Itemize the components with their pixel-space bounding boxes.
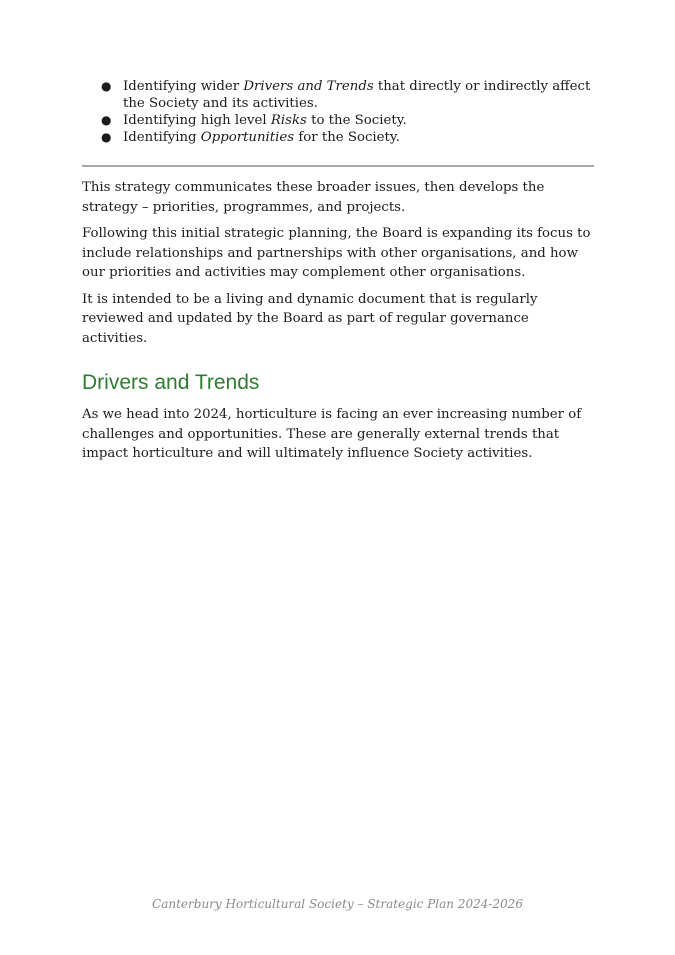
bullet-emphasis: Opportunities [200, 130, 295, 145]
section-heading: Drivers and Trends [82, 371, 260, 394]
bullet-emphasis: Risks [270, 113, 307, 128]
list-item [82, 78, 594, 112]
bullet-text-pre: Identifying high level [123, 113, 271, 128]
bullet-icon: ● [101, 79, 112, 93]
bullet-text-pre: Identifying [123, 130, 201, 145]
paragraph-living-document: It is intended to be a living and dynamic document that is regularly reviewed and updated by the Board as part of regular governance activities. [82, 291, 538, 346]
page-footer: Canterbury Horticultural Society – Strategic Plan 2024-2026 [152, 897, 523, 911]
paragraph-planning: Following this initial strategic planning, the Board is expanding its focus to include relationships and partnerships with other organisations, and how our priorities and activities may complement other organisations. [82, 226, 591, 280]
section-body: As we head into 2024, horticulture is facing an ever increasing number of challenges and opportunities. These are generally external trends that impact horticulture and will ultimately influence Society activities. [82, 407, 582, 461]
list-item [82, 112, 594, 129]
bullet-text-post: that directly or indirectly affect the Society and its activities. [123, 79, 591, 111]
page-body [82, 78, 594, 464]
paragraph-strategy: This strategy communicates these broader issues, then develops the strategy – priorities, programmes, and projects. [82, 180, 545, 215]
horizontal-divider [82, 165, 594, 167]
bullet-text-post: for the Society. [294, 130, 400, 145]
bullet-text-pre: Identifying wider [123, 79, 244, 94]
bullet-emphasis: Drivers and Trends [243, 79, 374, 94]
list-item [82, 129, 594, 146]
bullet-list [82, 78, 594, 146]
bullet-icon: ● [101, 113, 112, 127]
bullet-icon: ● [101, 130, 112, 144]
bullet-text-post: to the Society. [306, 113, 407, 128]
